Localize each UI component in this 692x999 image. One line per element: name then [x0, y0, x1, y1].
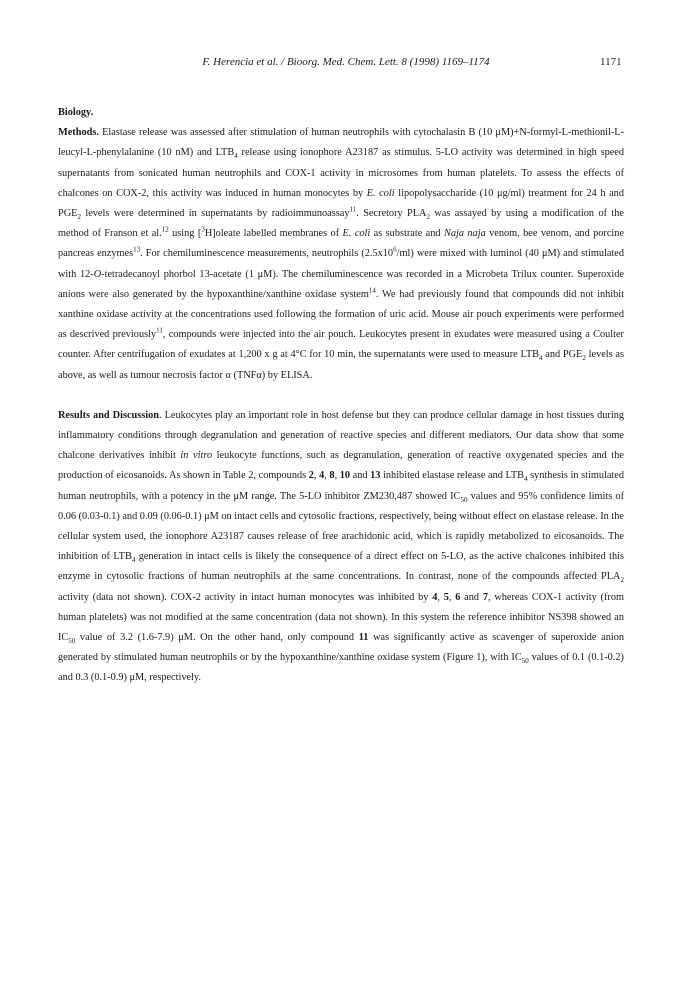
exponent-superscript: 6: [393, 246, 397, 254]
reference-superscript: 11: [349, 205, 357, 214]
methods-heading: Methods.: [58, 127, 99, 139]
text-run: ,: [448, 591, 456, 603]
compound-number: 11: [358, 632, 369, 644]
biology-heading: Biology.: [58, 107, 94, 118]
subscript: 2: [620, 576, 624, 585]
isotope-superscript: 3: [201, 225, 205, 234]
reference-superscript: 13: [133, 246, 141, 254]
subscript: 4: [131, 556, 136, 565]
italic-term: E. coli: [342, 228, 371, 240]
text-run: generation in intact cells is likely the consequence of a direct effect on 5-LO, as the active chalcones inhibited this enzyme in cytosolic fractions of human neutrophils at the same concentrations. In contrast, none of the compounds affected PLA: [58, 551, 624, 583]
text-run: . We had previously found that compounds did not inhibit xanthine oxidase activity at the concentrations used following the formation of uric acid. Mouse air pouch experiments were performed as descrived previously: [58, 288, 624, 341]
subscript: 4: [524, 475, 528, 484]
text-run: levels as above, as well as tumour necrosis factor α (TNFα) by ELISA.: [58, 349, 625, 381]
reference-superscript: 11: [156, 326, 163, 335]
text-run: inhibited elastase release and LTB: [380, 470, 525, 482]
methods-paragraph: [58, 123, 624, 386]
text-run: values of 0.1 (0.1-0.2) and 0.3 (0.1-0.9) μM, respectively.: [58, 652, 624, 684]
results-heading: Results and Discussion: [58, 409, 160, 421]
subscript: 50: [68, 637, 76, 646]
running-head-citation: F. Herencia et al. / Bioorg. Med. Chem. Lett. 8 (1998) 1169–1174: [202, 56, 490, 68]
compound-number: 6: [455, 591, 461, 603]
text-run: , compounds were injected into the air pouch. Leukocytes present in exudates were measured using a Coulter counter. After centrifugation of exudates at 1,200 x g at 4°C for 10 min, the supernatants were used to measure LTB: [58, 329, 624, 361]
subscript: 50: [460, 495, 468, 504]
compound-number: 5: [443, 591, 449, 603]
text-run: ,: [334, 470, 340, 482]
text-run: as substrate and: [370, 228, 444, 240]
page-number: 1171: [600, 56, 622, 68]
subscript: 2: [426, 213, 430, 222]
text-run: . For chemiluminescence measurements, neutrophils (2.5x10: [140, 248, 394, 260]
subscript: 50: [521, 657, 529, 666]
italic-term: E. coli: [366, 187, 395, 199]
subscript: 2: [77, 213, 81, 222]
compound-number: 13: [370, 470, 381, 482]
text-run: and: [350, 470, 371, 482]
text-run: ,: [313, 470, 320, 482]
text-run: and: [460, 591, 483, 603]
text-run: ,: [437, 591, 444, 603]
results-paragraph: [58, 406, 624, 689]
text-run: synthesis in stimulated human neutrophils, with a potency in the μM range. The 5-LO inhibitor ZM230,487 showed IC: [58, 470, 625, 502]
text-run: using [: [168, 228, 202, 240]
subscript: 2: [582, 354, 586, 363]
compound-number: 8: [329, 470, 335, 482]
text-run: , whereas COX-1 activity (from human platelets) was not modified at the same concentration (data not shown). In this system the reference inhibitor NS398 showed an IC: [58, 591, 625, 644]
text-run: -tetradecanoyl phorbol 13-acetate (1 μM). The chemiluminescence was recorded in a Microbeta Trilux counter. Superoxide anions were also generated by the hypoxanthine/xanthine oxidase system: [58, 268, 625, 300]
compound-number: 4: [319, 470, 325, 482]
text-run: . Leukocytes play an important role in host defense but they can produce cellular damage in host tissues during inflammatory conditions through degranulation and generation of reactive species and different mediators. Our data show that some chalcone derivatives inhibit: [58, 409, 625, 462]
compound-number: 2: [308, 470, 314, 482]
compound-number: 7: [482, 591, 488, 603]
text-run: /ml) were mixed with luminol (40 μM) and stimulated with 12-: [58, 248, 624, 280]
text-run: was assayed by using a modification of the method of Franson et al.: [58, 208, 624, 240]
reference-superscript: 14: [368, 286, 376, 295]
compound-number: 4: [432, 591, 438, 603]
text-run: H]oleate labelled membranes of: [204, 228, 343, 240]
italic-term: Naja naja: [443, 228, 486, 240]
italic-term: in vitro: [180, 450, 213, 462]
compound-number: 10: [339, 470, 351, 482]
reference-superscript: 12: [161, 225, 169, 234]
text-run: activity (data not shown). COX-2 activity in intact human monocytes was inhibited by: [58, 591, 433, 603]
text-run: and PGE: [542, 349, 583, 361]
text-run: was significantly active as scavenger of superoxide anion generated by stimulated human neutrophils or by the hypoxanthine/xanthine oxidase system (Figure 1), with IC: [58, 632, 624, 664]
subscript: 4: [234, 152, 238, 161]
text-run: venom, bee venom, and porcine pancreas enzymes: [58, 228, 625, 260]
running-head: [0, 56, 692, 68]
text-run: release using ionophore A23187 as stimulus. 5-LO activity was determined in high speed supernatants from sonicated human neutrophils and COX-1 activity in microsomes from human platelets. To assess the effects of chalcones on COX-2, this activity was induced in human monocytes by: [58, 147, 625, 199]
text-run: ,: [324, 470, 330, 482]
text-run: value of 3.2 (1.6-7.9) μM. On the other hand, only compound: [75, 632, 359, 644]
text-run: leukocyte functions, such as degranulation, generation of reactive oxygenated species and the production of eicosanoids. As shown in Table 2, compounds: [58, 450, 624, 482]
subscript: 4: [538, 354, 543, 363]
article-body: [58, 103, 624, 689]
text-run: Elastase release was assessed after stimulation of human neutrophils with cytochalasin B (10 μM)+N-formyl-L-methionil-L-leucyl-L-phenylalanine (10 nM) and LTB: [58, 127, 624, 159]
text-run: . Secretory PLA: [356, 208, 427, 220]
text-run: values and 95% confidence limits of 0.06 (0.03-0.1) and 0.09 (0.06-0.1) μM on intact cells and cytosolic fractions, respectively, being without effect on elastase release. In the cellular system used, the ionophore A23187 causes release of free arachidonic acid, which is rapidly metabolized to eicosanoids. The inhibition of LTB: [58, 490, 624, 563]
text-run: levels were determined in supernatants by radioimmunoassay: [80, 208, 350, 220]
paragraph-gap: [58, 386, 624, 406]
italic-term: O: [93, 268, 102, 280]
text-run: lipopolysaccharide (10 μg/ml) treatment for 24 h and PGE: [58, 187, 624, 220]
